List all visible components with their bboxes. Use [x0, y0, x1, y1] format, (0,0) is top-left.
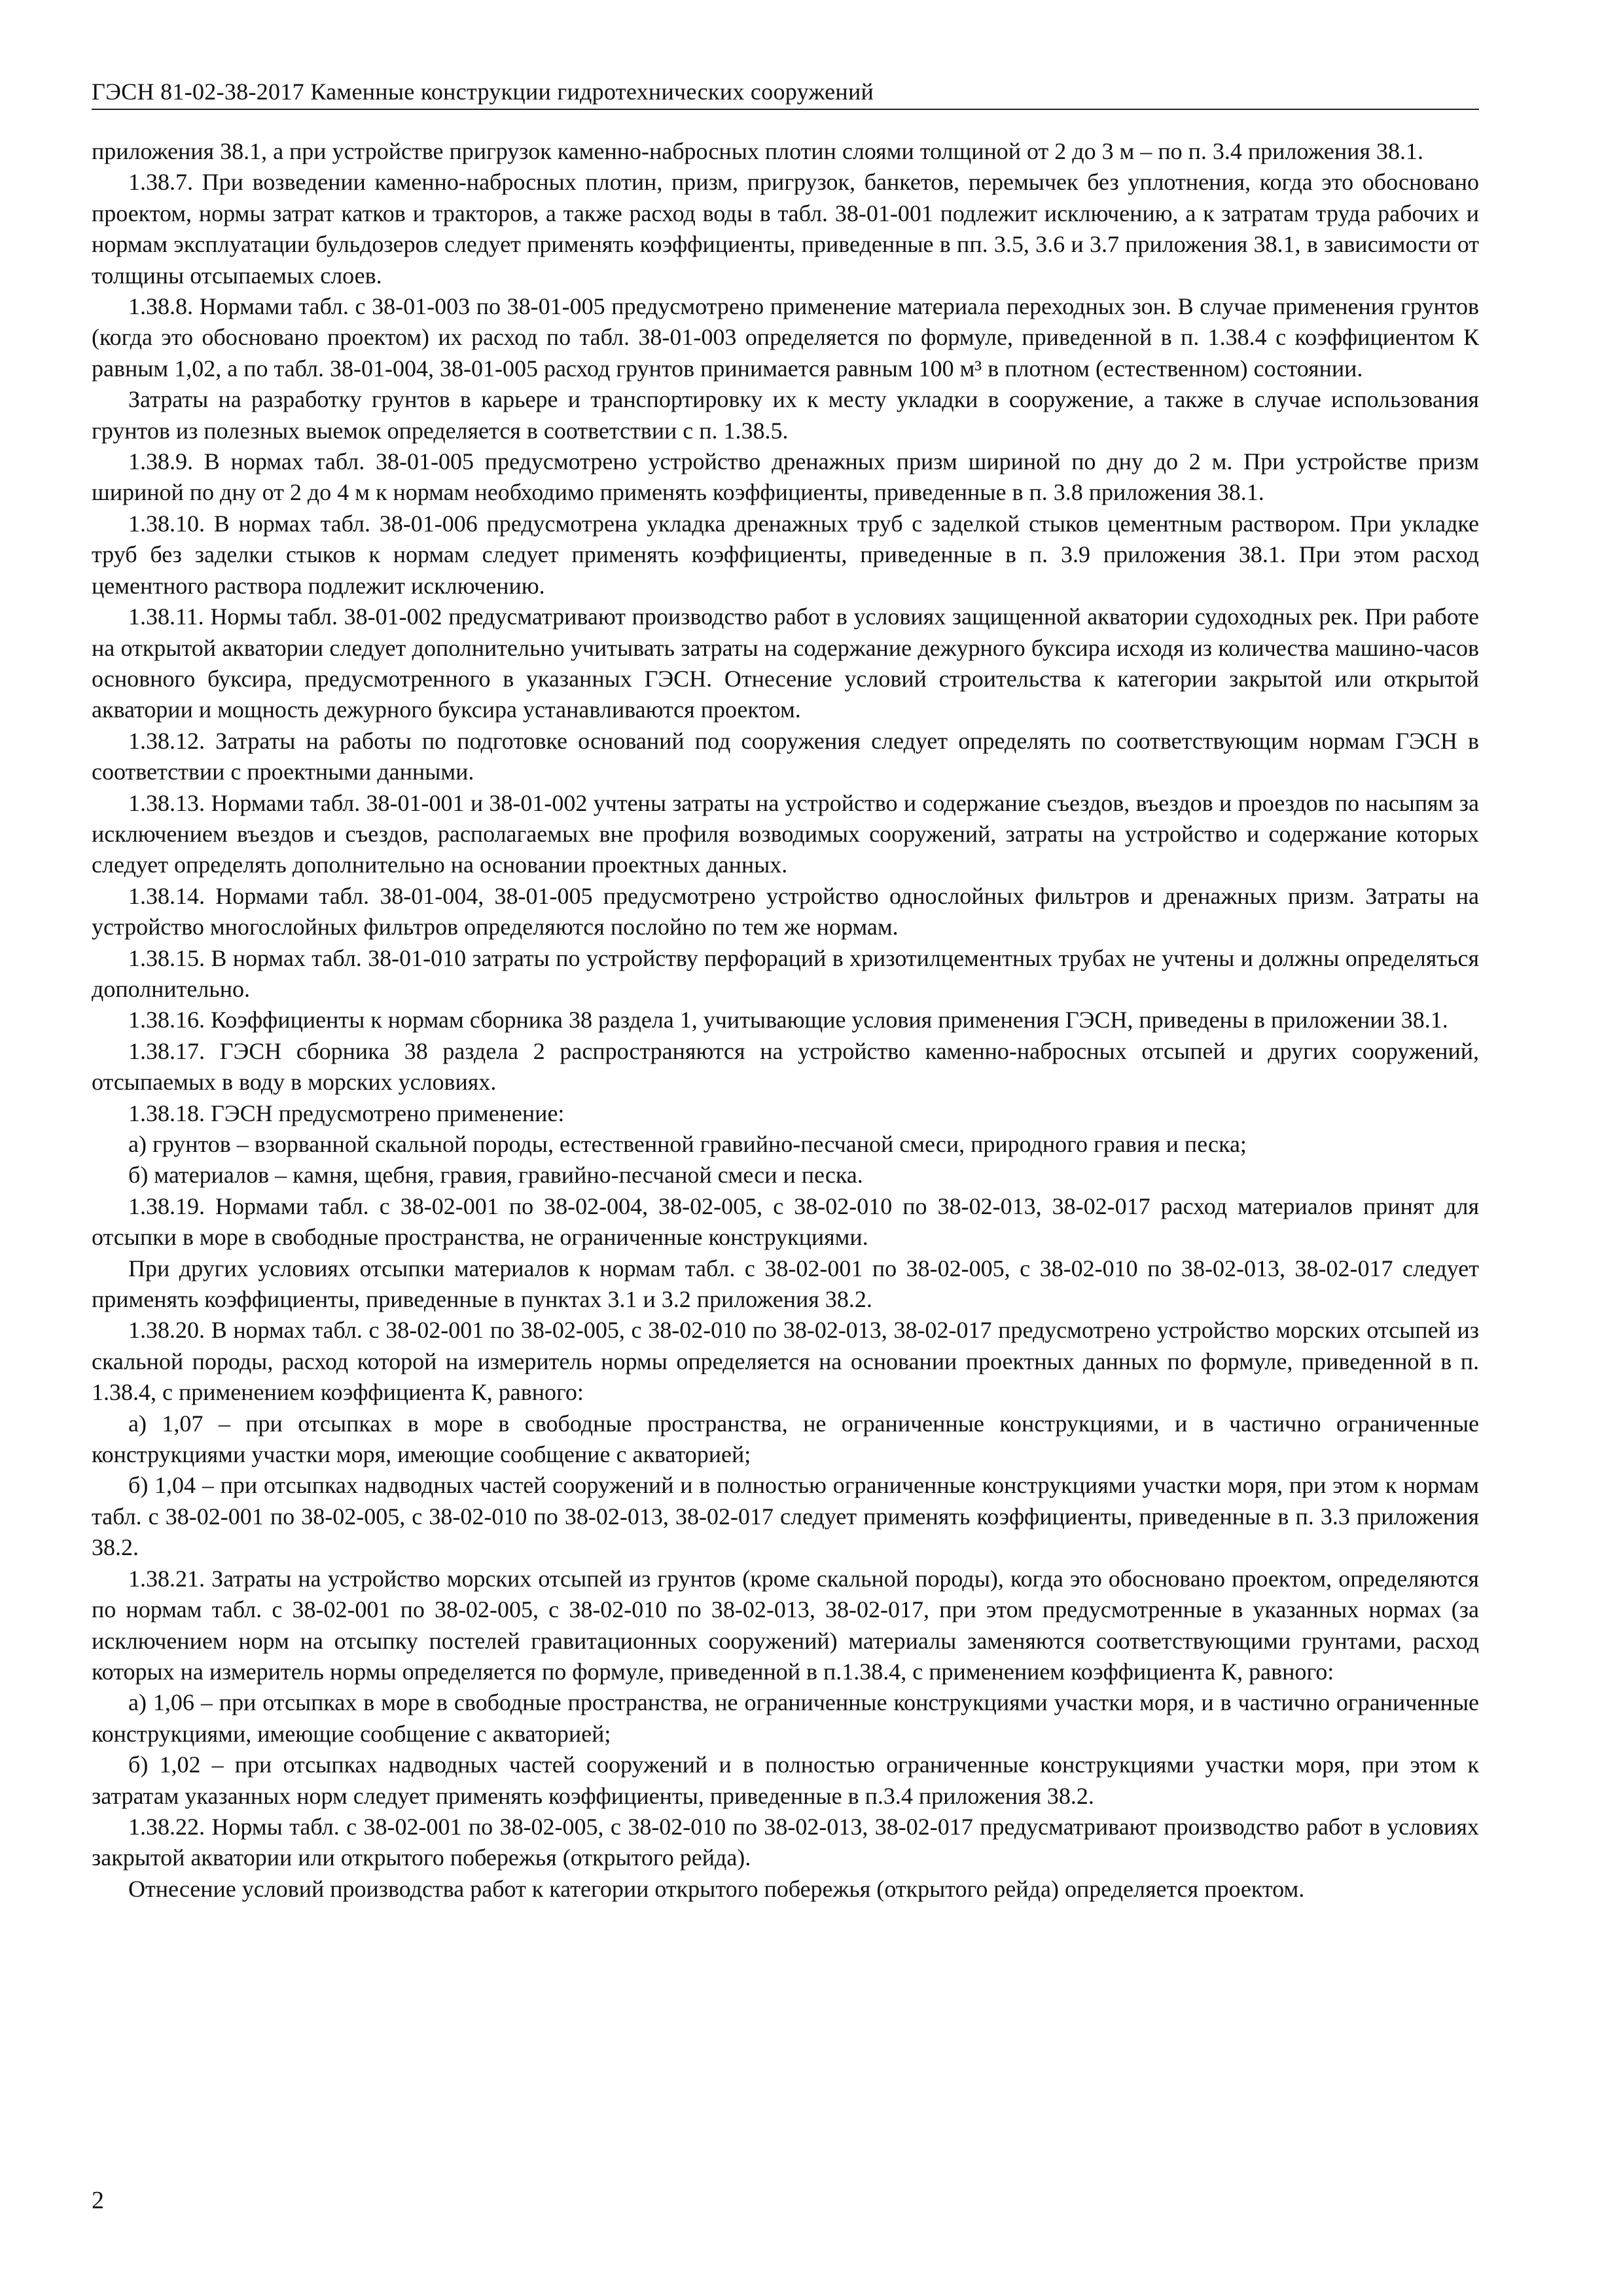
- paragraph: 1.38.18. ГЭСН предусмотрено применение:: [128, 1100, 565, 1126]
- paragraph: а) 1,06 – при отсыпках в море в свободные пространства, не ограниченные конструкциями участки моря, и в частично ограниченные конструкциями, имеющие сообщение с акваторией;: [92, 1689, 1479, 1747]
- paragraph: Затраты на разработку грунтов в карьере и транспортировку их к месту укладки в сооружение, а также в случае использования грунтов из полезных выемок определяется в соответствии с п. 1.38.5.: [92, 386, 1479, 444]
- body-text: [92, 136, 1479, 1905]
- paragraph: 1.38.7. При возведении каменно-набросных плотин, призм, пригрузок, банкетов, перемычек без уплотнения, когда это обосновано проектом, нормы затрат катков и тракторов, а также расход воды в табл. 38-01-001 подлежит исключению, а к затратам труда рабочих и нормам эксплуатации бульдозеров следует применять коэффициенты, приведенные в пп. 3.5, 3.6 и 3.7 приложения 38.1, в зависимости от толщины отсыпаемых слоев.: [92, 169, 1479, 289]
- paragraph: 1.38.13. Нормами табл. 38-01-001 и 38-01-002 учтены затраты на устройство и содержание съездов, въездов и проездов по насыпям за исключением въездов и съездов, располагаемых вне профиля возводимых сооружений, затраты на устройство и содержание которых следует определять дополнительно на основании проектных данных.: [92, 789, 1479, 878]
- page-number: 2: [92, 2187, 104, 2214]
- paragraph: б) материалов – камня, щебня, гравия, гравийно-песчаной смеси и песка.: [128, 1162, 863, 1189]
- paragraph: 1.38.12. Затраты на работы по подготовке оснований под сооружения следует определять по соответствующим нормам ГЭСН в соответствии с проектными данными.: [92, 727, 1479, 785]
- paragraph: 1.38.16. Коэффициенты к нормам сборника 38 раздела 1, учитывающие условия применения ГЭСН, приведены в приложении 38.1.: [128, 1007, 1448, 1033]
- paragraph: а) 1,07 – при отсыпках в море в свободные пространства, не ограниченные конструкциями, и в частично ограниченные конструкциями участки моря, имеющие сообщение с акваторией;: [92, 1410, 1479, 1468]
- paragraph: 1.38.14. Нормами табл. 38-01-004, 38-01-005 предусмотрено устройство однослойных фильтров и дренажных призм. Затраты на устройство многослойных фильтров определяются послойно по тем же нормам.: [92, 882, 1479, 941]
- paragraph: 1.38.9. В нормах табл. 38-01-005 предусмотрено устройство дренажных призм шириной по дну до 2 м. При устройстве призм шириной по дну от 2 до 4 м к нормам необходимо применять коэффициенты, приведенные в п. 3.8 приложения 38.1.: [92, 448, 1479, 506]
- paragraph: При других условиях отсыпки материалов к нормам табл. с 38-02-001 по 38-02-005, с 38-02-010 по 38-02-013, 38-02-017 следует применять коэффициенты, приведенные в пунктах 3.1 и 3.2 приложения 38.2.: [92, 1255, 1479, 1313]
- running-header: ГЭСН 81-02-38-2017 Каменные конструкции гидротехнических сооружений: [92, 79, 874, 105]
- header-divider: [92, 109, 1479, 110]
- paragraph: 1.38.19. Нормами табл. с 38-02-001 по 38-02-004, 38-02-005, с 38-02-010 по 38-02-013, 38-02-017 расход материалов принят для отсыпки в море в свободные пространства, не ограниченные конструкциями.: [92, 1193, 1479, 1251]
- paragraph: 1.38.8. Нормами табл. с 38-01-003 по 38-01-005 предусмотрено применение материала переходных зон. В случае применения грунтов (когда это обосновано проектом) их расход по табл. 38-01-003 определяется по формуле, приведенной в п. 1.38.4 с коэффициентом К равным 1,02, а по табл. 38-01-004, 38-01-005 расход грунтов принимается равным 100 м³ в плотном (естественном) состоянии.: [92, 293, 1479, 382]
- paragraph: 1.38.15. В нормах табл. 38-01-010 затраты по устройству перфораций в хризотилцементных трубах не учтены и должны определяться дополнительно.: [92, 944, 1479, 1002]
- paragraph: 1.38.22. Нормы табл. с 38-02-001 по 38-02-005, с 38-02-010 по 38-02-013, 38-02-017 предусматривают производство работ в условиях закрытой акватории или открытого побережья (открытого рейда).: [92, 1813, 1479, 1871]
- paragraph: 1.38.11. Нормы табл. 38-01-002 предусматривают производство работ в условиях защищенной акватории судоходных рек. При работе на открытой акватории следует дополнительно учитывать затраты на содержание дежурного буксира исходя из количества машино-часов основного буксира, предусмотренного в указанных ГЭСН. Отнесение условий строительства к категории закрытой или открытой акватории и мощность дежурного буксира устанавливаются проектом.: [92, 603, 1479, 723]
- paragraph: 1.38.21. Затраты на устройство морских отсыпей из грунтов (кроме скальной породы), когда это обосновано проектом, определяются по нормам табл. с 38-02-001 по 38-02-005, с 38-02-010 по 38-02-013, 38-02-017, при этом предусмотренные в указанных нормах (за исключением норм на отсыпку постелей гравитационных сооружений) материалы заменяются соответствующими грунтами, расход которых на измеритель нормы определяется по формуле, приведенной в п.1.38.4, с применением коэффициента К, равного:: [92, 1565, 1479, 1685]
- paragraph: а) грунтов – взорванной скальной породы, естественной гравийно-песчаной смеси, природного гравия и песка;: [128, 1131, 1247, 1157]
- paragraph: 1.38.10. В нормах табл. 38-01-006 предусмотрена укладка дренажных труб с заделкой стыков цементным раствором. При укладке труб без заделки стыков к нормам следует применять коэффициенты, приведенные в п. 3.9 приложения 38.1. При этом расход цементного раствора подлежит исключению.: [92, 510, 1479, 599]
- paragraph: 1.38.20. В нормах табл. с 38-02-001 по 38-02-005, с 38-02-010 по 38-02-013, 38-02-017 предусмотрено устройство морских отсыпей из скальной породы, расход которой на измеритель нормы определяется на основании проектных данных по формуле, приведенной в п. 1.38.4, с применением коэффициента К, равного:: [92, 1317, 1479, 1406]
- paragraph: приложения 38.1, а при устройстве пригрузок каменно-набросных плотин слоями толщиной от 2 до 3 м – по п. 3.4 приложения 38.1.: [92, 138, 1423, 164]
- paragraph: б) 1,04 – при отсыпках надводных частей сооружений и в полностью ограниченные конструкциями участки моря, при этом к нормам табл. с 38-02-001 по 38-02-005, с 38-02-010 по 38-02-013, 38-02-017 следует применять коэффициенты, приведенные в п. 3.3 приложения 38.2.: [92, 1472, 1479, 1561]
- paragraph: Отнесение условий производства работ к категории открытого побережья (открытого рейда) определяется проектом.: [128, 1875, 1305, 1902]
- paragraph: 1.38.17. ГЭСН сборника 38 раздела 2 распространяются на устройство каменно-набросных отсыпей и других сооружений, отсыпаемых в воду в морских условиях.: [92, 1037, 1479, 1096]
- paragraph: б) 1,02 – при отсыпках надводных частей сооружений и в полностью ограниченные конструкциями участки моря, при этом к затратам указанных норм следует применять коэффициенты, приведенные в п.3.4 приложения 38.2.: [92, 1751, 1479, 1809]
